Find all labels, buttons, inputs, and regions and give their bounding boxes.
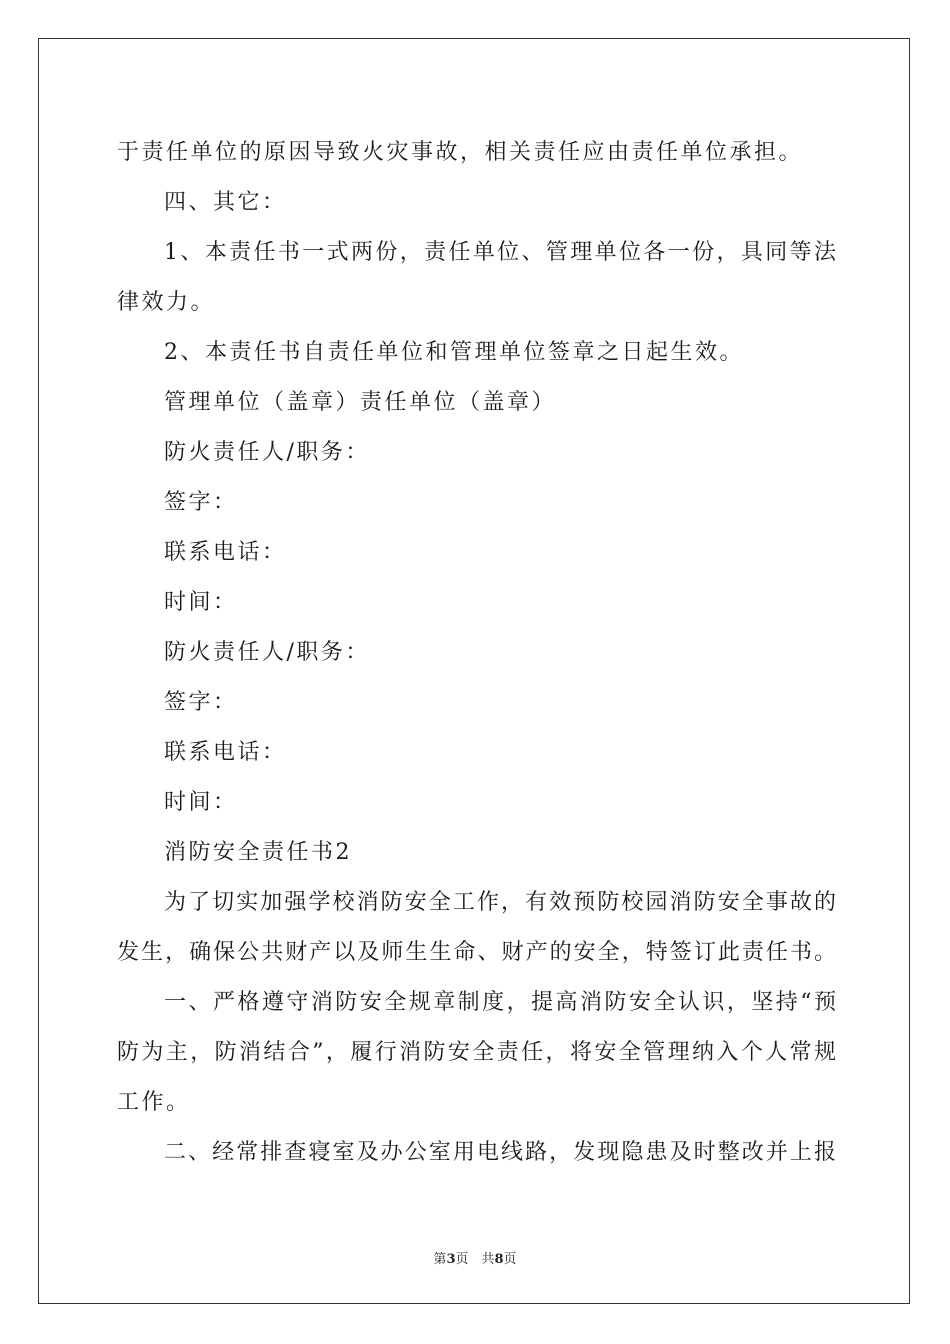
- signature-field: 时间：: [164, 590, 238, 615]
- section-heading: 四、其它：: [164, 190, 287, 215]
- page-footer: [0, 1248, 950, 1267]
- paragraph-line: 二、经常排查寝室及办公室用电线路，发现隐患及时整改并上报: [164, 1140, 837, 1165]
- paragraph-line: 发生，确保公共财产以及师生生命、财产的安全，特签订此责任书。: [117, 940, 837, 965]
- page-mid: 页 共: [455, 1252, 495, 1267]
- signature-field: 防火责任人/职务：: [164, 640, 370, 665]
- paragraph-line: 工作。: [117, 1090, 191, 1115]
- signature-field: 签字：: [164, 690, 238, 715]
- paragraph-line: 于责任单位的原因导致火灾事故，相关责任应由责任单位承担。: [117, 140, 804, 165]
- seal-line: 管理单位（盖章）责任单位（盖章）: [164, 390, 557, 415]
- paragraph-line: 律效力。: [117, 290, 216, 315]
- current-page-number: 3: [446, 1252, 456, 1267]
- document-body: [117, 128, 837, 1178]
- paragraph-line: 2、本责任书自责任单位和管理单位签章之日起生效。: [164, 340, 744, 365]
- paragraph-line: 防为主，防消结合”，履行消防安全责任，将安全管理纳入个人常规: [117, 1040, 837, 1065]
- paragraph-line: 一、严格遵守消防安全规章制度，提高消防安全认识，坚持“预: [164, 990, 837, 1015]
- total-page-number: 8: [494, 1252, 504, 1267]
- paragraph-line: 为了切实加强学校消防安全工作，有效预防校园消防安全事故的: [164, 890, 837, 915]
- signature-field: 联系电话：: [164, 540, 287, 565]
- page-prefix: 第: [433, 1252, 447, 1267]
- signature-field: 时间：: [164, 790, 238, 815]
- signature-field: 防火责任人/职务：: [164, 440, 370, 465]
- page-suffix: 页: [503, 1252, 517, 1267]
- signature-field: 联系电话：: [164, 740, 287, 765]
- signature-field: 签字：: [164, 490, 238, 515]
- document-title: 消防安全责任书2: [164, 840, 352, 865]
- paragraph-line: 1、本责任书一式两份，责任单位、管理单位各一份，具同等法: [164, 240, 837, 265]
